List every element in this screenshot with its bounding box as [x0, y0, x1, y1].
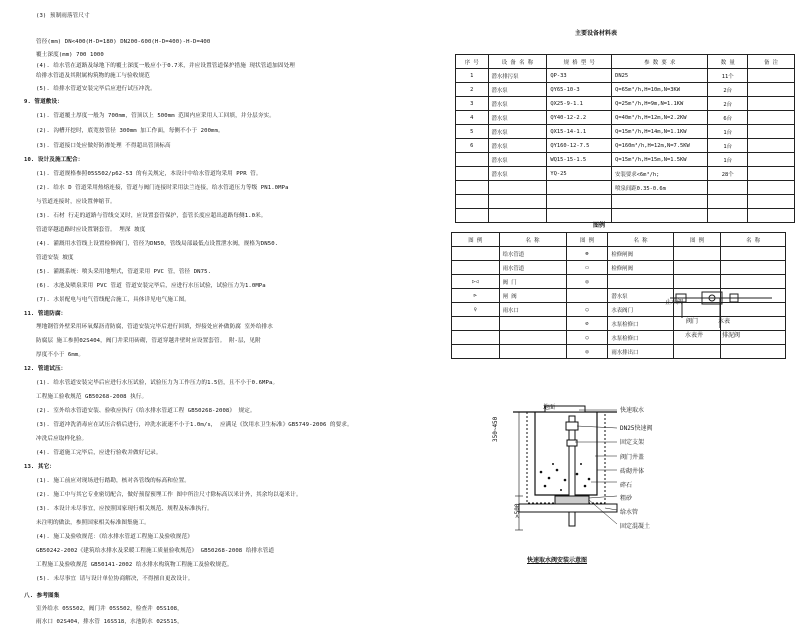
table-header-cell: 设 备 名 称: [488, 55, 547, 69]
table-cell: 2台: [708, 83, 748, 97]
table-header-cell: 备 注: [748, 55, 795, 69]
note-line: (3) 预制雨落管尺寸: [36, 13, 90, 19]
table-row: [456, 69, 795, 83]
table-cell: 水泵检修口: [608, 317, 673, 331]
table-cell: [499, 317, 566, 331]
table-cell: 潜水泵: [488, 83, 547, 97]
table-cell: [748, 83, 795, 97]
detail-callout-label: 碎石: [620, 482, 633, 489]
table-cell: [456, 153, 489, 167]
note-line: (6). 水池及喷泉采用 PVC 管道 管道安装完毕后，应进行水压试验，试验压力为1.0MPa: [36, 283, 266, 289]
table-cell: 水表阀门: [608, 303, 673, 317]
table-header-cell: 数 量: [708, 55, 748, 69]
detail-callout-label: 砖砌井体: [620, 468, 645, 475]
table-header-cell: 图 例: [673, 233, 721, 247]
table-row: [452, 345, 786, 359]
table-cell: QY160-12-7.5: [547, 139, 612, 153]
table-cell: Q=40m³/h,H=12m,N=2.2KW: [612, 111, 708, 125]
note-line: 埋地钢管外壁采用环氧煤沥青防腐，管道安装完毕后进行回填，焊接处应补做防腐 室外给排水: [36, 324, 273, 330]
table-cell: ⊘: [566, 317, 608, 331]
table-cell: Q=65m³/h,H=10m,N=3KW: [612, 83, 708, 97]
note-line: 9. 管道敷设：: [24, 99, 63, 105]
note-line: 防腐层 施工参照02S404，阀门井采用砖砌，管道穿越井壁时应设置套管。 附-层，见附: [36, 338, 261, 344]
note-line: (2). 沟槽开挖时，底宽按管径 300mm 加工作面，每侧不小于 200mm。: [36, 128, 224, 134]
detail-callout-label: 快速取水: [620, 407, 645, 414]
note-line: 管道穿越道路时应设置钢套管。 埋深 坡度: [36, 227, 146, 233]
table-cell: 1台: [708, 125, 748, 139]
table-cell: 潜水泵: [488, 111, 547, 125]
table-cell: Q=15m³/h,H=15m,N=1.5KW: [612, 153, 708, 167]
table-cell: QX25-9-1.1: [547, 97, 612, 111]
table-cell: 闸 阀: [499, 289, 566, 303]
table-cell: 潜水泵: [488, 139, 547, 153]
table-cell: [673, 261, 721, 275]
note-line: (2). 给水 D 管道采用热熔连接，管道与阀门连接时采用法兰连接，给水管道压力等级 PN1.0MPa: [36, 185, 289, 191]
table-cell: [456, 167, 489, 181]
table-cell: DN25: [612, 69, 708, 83]
inset-label: 止水阀: [665, 299, 684, 306]
table-cell: 雨水管道: [499, 261, 566, 275]
table-row: [456, 209, 795, 223]
note-line: 管径(mm) DN<400(H-D=180) DN200-600(H-D=400)-H-D=400: [36, 39, 211, 45]
note-line: 冲洗后应取样化验。: [36, 436, 88, 442]
note-line: 10. 设计及施工配合：: [24, 157, 84, 163]
table-cell: 潜水泵: [488, 125, 547, 139]
detail-dim-500: >500: [514, 503, 521, 518]
inset-label: 阀门: [686, 318, 699, 325]
table-cell: 潜水泵: [488, 153, 547, 167]
table-cell: ▷◁: [452, 275, 500, 289]
table-cell: 2: [456, 83, 489, 97]
table-header-cell: 名 称: [608, 233, 673, 247]
table-cell: [499, 331, 566, 345]
note-line: (4). 灌溉用水管线上设置检修阀门，管径为DN50，管线局部最低点设置泄水阀，规格为DN50.: [36, 241, 279, 247]
table-cell: [456, 195, 489, 209]
table-cell: [748, 125, 795, 139]
table-cell: [547, 181, 612, 195]
table-cell: 潜水泵: [488, 97, 547, 111]
note-line: 工程施工验收规范 GB50268-2008 执行。: [36, 394, 148, 400]
table-cell: 阀 门: [499, 275, 566, 289]
equipment-table-title: 主要设备材料表: [575, 30, 618, 37]
note-line: (7). 水景配电与电气管线配合施工，具体详见电气施工图。: [36, 297, 190, 303]
table-row: [452, 261, 786, 275]
table-row: [456, 111, 795, 125]
note-line: (5). 未尽事宜 请与设计单位协商解决，不得擅自更改设计。: [36, 576, 194, 582]
table-cell: Q=160m³/h,H=12m,N=7.5KW: [612, 139, 708, 153]
table-cell: [748, 195, 795, 209]
table-cell: [566, 289, 608, 303]
table-cell: [708, 181, 748, 195]
note-line: (4). 给水管在道路及绿地下的覆土深度一般应小于0.7米，并应设置管道保护措施 现状管道加固处理: [36, 63, 295, 69]
table-cell: 28个: [708, 167, 748, 181]
table-cell: QY65-10-3: [547, 83, 612, 97]
table-cell: QP-33: [547, 69, 612, 83]
note-line: (4). 施工及验收规范：《给水排水管道工程施工及验收规范》: [36, 534, 193, 540]
note-line: (1). 管道规格参照05S502/p62-53 的有关规定，本设计中给水管道均采用 PPR 管。: [36, 171, 262, 177]
table-cell: [721, 247, 786, 261]
table-cell: ◎: [566, 275, 608, 289]
table-row: [456, 181, 795, 195]
detail-title: 快速取水阀安装示意图: [527, 557, 588, 564]
detail-dim-350-450: 350~450: [492, 416, 499, 442]
table-cell: ⊗: [566, 247, 608, 261]
table-cell: 给水管道: [499, 247, 566, 261]
inset-label: 水表井: [685, 332, 704, 339]
note-line: 未注明的做法，参照国家相关标准图集施工。: [36, 520, 150, 526]
table-cell: YQ-25: [547, 167, 612, 181]
note-line: (4). 管道施工完毕后，应进行验收并做好记录。: [36, 450, 162, 456]
note-line: GB50242-2002《建筑给水排水及采暖工程施工质量验收规范》 GB50268-2008 给排水管道: [36, 548, 275, 554]
table-header-cell: 序 号: [456, 55, 489, 69]
table-cell: ⊳: [452, 289, 500, 303]
table-cell: [721, 261, 786, 275]
table-cell: 潜水泵: [488, 167, 547, 181]
table-cell: [452, 317, 500, 331]
note-line: (1). 施工前应对现场进行踏勘，核对各管线的标高和位置。: [36, 478, 190, 484]
table-cell: [673, 345, 721, 359]
table-cell: Q=25m³/h,H=9m,N=1.1KW: [612, 97, 708, 111]
table-cell: [612, 209, 708, 223]
note-line: 雨水口 02S404，排水管 16S518，水池防水 02S515，: [36, 619, 183, 625]
table-cell: 5: [456, 125, 489, 139]
table-cell: [748, 181, 795, 195]
table-cell: ▭: [566, 261, 608, 275]
table-cell: [721, 345, 786, 359]
inset-label: 水表: [718, 318, 731, 325]
table-cell: QX15-14-1.1: [547, 125, 612, 139]
note-line: (5). 给排水管道安装完毕后应进行试压冲洗。: [36, 86, 156, 92]
table-cell: [452, 247, 500, 261]
table-cell: [456, 209, 489, 223]
table-cell: 1: [456, 69, 489, 83]
table-row: [452, 247, 786, 261]
table-row: [456, 83, 795, 97]
note-line: 与管道连接时，应设置伸缩节。: [36, 199, 116, 205]
table-cell: [547, 195, 612, 209]
table-cell: [488, 181, 547, 195]
note-line: 12. 管道试压：: [24, 366, 67, 372]
note-line: 厚度不小于 6mm。: [36, 352, 85, 358]
detail-callout-label: 给水管: [620, 509, 639, 516]
table-header-cell: 图 例: [566, 233, 608, 247]
note-line: (3). 管道冲洗消毒应在试压合格后进行，冲洗水流速不小于1.0m/s， 应满足《饮用水卫生标准》GB5749-2006 的要求。: [36, 422, 353, 428]
table-header-cell: 名 称: [721, 233, 786, 247]
legend-title: 图例: [593, 222, 606, 229]
table-cell: [452, 345, 500, 359]
note-line: (3). 石材 行走的道路与管线交叉时，应设置套管保护，套管长度应超出道路每侧1.0米。: [36, 213, 267, 219]
note-line: 室外给水 05S502，阀门井 05S502，检查井 05S108，: [36, 606, 183, 612]
table-cell: ○: [566, 303, 608, 317]
table-cell: 雨水排出口: [608, 345, 673, 359]
table-row: [456, 97, 795, 111]
table-cell: [456, 181, 489, 195]
table-cell: 检修闸阀: [608, 261, 673, 275]
table-cell: [708, 209, 748, 223]
table-cell: 6: [456, 139, 489, 153]
table-cell: [708, 195, 748, 209]
note-line: (5). 灌溉系统：喷头采用地埋式，管道采用 PVC 管，管径 DN75.: [36, 269, 212, 275]
table-cell: [488, 209, 547, 223]
table-cell: 安装要求<6m³/h;: [612, 167, 708, 181]
table-cell: 1台: [708, 139, 748, 153]
table-row: [456, 139, 795, 153]
note-line: 管道安装 坡度: [36, 255, 74, 261]
table-cell: [499, 345, 566, 359]
note-line: (1). 管道覆土厚度一般为 700mm，管顶以上 500mm 范围内应采用人工回填，并分层夯实。: [36, 113, 275, 119]
table-cell: 喷泉间距0.35-0.6m: [612, 181, 708, 195]
note-line: 八. 参考图集: [24, 593, 60, 599]
detail-callout-label: 粗砂: [620, 495, 633, 502]
note-line: 覆土深度(mm) 700 1000: [36, 52, 104, 58]
detail-callout-label: DN25快速阀: [620, 425, 653, 432]
table-header-row: [456, 55, 795, 69]
note-line: (2). 施工中与其它专业密切配合，做好预留预埋工作 图中所注尺寸除标高以米计外，其余均以毫米计。: [36, 492, 302, 498]
note-line: (3). 本设计未尽事宜，应按照国家现行相关规范、规程及标准执行。: [36, 506, 213, 512]
note-line: 给排水管道及其附属构筑物的施工与验收规范: [36, 73, 150, 79]
table-cell: ◎: [566, 345, 608, 359]
table-cell: [612, 195, 708, 209]
table-header-cell: 参 数 要 求: [612, 55, 708, 69]
table-cell: [452, 261, 500, 275]
table-cell: [673, 247, 721, 261]
detail-ground-label: 地面: [543, 404, 556, 411]
table-row: [456, 125, 795, 139]
equipment-table: [455, 54, 795, 223]
table-cell: 检修闸阀: [608, 247, 673, 261]
table-cell: WQ15-15-1.5: [547, 153, 612, 167]
table-cell: [748, 167, 795, 181]
note-line: 11. 管道防腐：: [24, 311, 67, 317]
table-cell: 11个: [708, 69, 748, 83]
table-cell: ♀: [452, 303, 500, 317]
table-header-cell: 名 称: [499, 233, 566, 247]
table-header-cell: 规 格 型 号: [547, 55, 612, 69]
detail-callout-label: 阀门井盖: [620, 454, 645, 461]
note-line: (3). 管道接口处应做好防渗处理 不得超出管顶标高: [36, 143, 171, 149]
table-cell: [748, 69, 795, 83]
table-cell: [488, 195, 547, 209]
note-line: 工程施工及验收规范 GB50141-2002 给水排水构筑物工程施工及验收规范。: [36, 562, 233, 568]
table-header-cell: 图 例: [452, 233, 500, 247]
table-cell: [748, 97, 795, 111]
table-row: [456, 153, 795, 167]
table-cell: 3: [456, 97, 489, 111]
table-cell: [748, 111, 795, 125]
table-cell: 雨水口: [499, 303, 566, 317]
detail-callout-label: 固定混凝土: [620, 523, 651, 530]
table-cell: [452, 331, 500, 345]
table-cell: 水泵检修口: [608, 331, 673, 345]
table-cell: 1台: [708, 153, 748, 167]
table-header-row: [452, 233, 786, 247]
table-cell: 6台: [708, 111, 748, 125]
table-cell: Q=15m³/h,H=14m,N=1.1KW: [612, 125, 708, 139]
table-cell: ○: [566, 331, 608, 345]
note-line: 13. 其它：: [24, 464, 55, 470]
table-cell: 2台: [708, 97, 748, 111]
detail-callout-label: 固定支架: [620, 439, 645, 446]
note-line: (2). 室外给水管道安装、验收应执行《给水排水管道工程 GB50268-2008》 规定。: [36, 408, 256, 414]
table-cell: [748, 153, 795, 167]
table-cell: [748, 209, 795, 223]
table-cell: 4: [456, 111, 489, 125]
table-cell: QY40-12-2.2: [547, 111, 612, 125]
inset-label: 排泥阀: [722, 332, 741, 339]
table-row: [456, 167, 795, 181]
table-cell: [748, 139, 795, 153]
note-line: (1). 给水管道安装完毕后应进行水压试验，试验压力为工作压力的1.5倍，且不小于0.6MPa。: [36, 380, 279, 386]
table-row: [456, 195, 795, 209]
table-cell: 潜水泵: [608, 289, 673, 303]
table-cell: 潜水排污泵: [488, 69, 547, 83]
